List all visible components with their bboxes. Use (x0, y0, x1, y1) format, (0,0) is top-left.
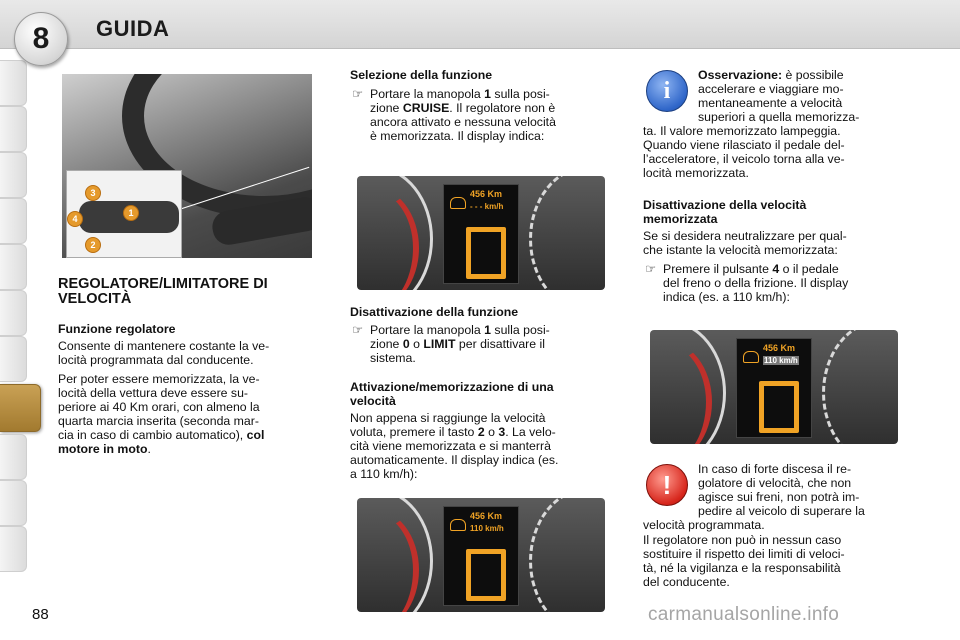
section-heading: memorizzata (643, 212, 718, 226)
text-line: mentaneamente a velocità (698, 96, 843, 110)
odometer-reading: 456 Km (470, 189, 503, 199)
chapter-tab[interactable] (0, 60, 27, 106)
text-span: zione (370, 337, 403, 351)
text-line: ta. Il valore memorizzato lampeggia. (643, 124, 841, 138)
text-line (370, 323, 550, 337)
bold-text: 1 (484, 323, 491, 337)
section-heading: Funzione regolatore (58, 322, 176, 336)
badge-3: 3 (85, 185, 101, 201)
chapter-tab[interactable] (0, 480, 27, 526)
speed-reading-blinking: 110 km/h (764, 356, 798, 365)
chapter-number: 8 (32, 22, 50, 55)
text-span: Portare la manopola (370, 323, 485, 337)
display-screen (443, 184, 519, 284)
text-line: indica (es. a 110 km/h): (663, 290, 790, 304)
bold-text: 0 (402, 337, 410, 351)
text-span: Portare la manopola (370, 87, 485, 101)
text-line: In caso di forte discesa il re- (698, 462, 852, 476)
text-line: del freno o della frizione. Il display (663, 276, 849, 290)
text-line (370, 337, 545, 351)
section-heading: Attivazione/memorizzazione di una (350, 380, 554, 394)
text-line (58, 442, 151, 456)
page-title: GUIDA (96, 16, 170, 41)
bold-text: motore in moto (58, 442, 148, 456)
text-line: locità memorizzata. (643, 166, 749, 180)
bold-text: Osservazione: (698, 68, 783, 82)
bold-text: CRUISE (402, 101, 450, 115)
gear-indicator (466, 549, 506, 601)
speed-reading: - - - km/h (470, 202, 504, 211)
bold-text: 1 (484, 87, 491, 101)
watermark: carmanualsonline.info (648, 604, 840, 625)
cruise-control-icon (450, 197, 466, 209)
text-line: pedire al veicolo di superare la (698, 504, 865, 518)
text-line: a 110 km/h): (350, 467, 418, 481)
text-line: sostituire il rispetto dei limiti di veloci- (643, 547, 845, 561)
main-heading-line: REGOLATORE/LIMITATORE DI (58, 276, 268, 292)
text-span: è possibile (782, 68, 844, 82)
chapter-tab[interactable] (0, 526, 27, 572)
bullet-icon: ☞ (645, 262, 657, 276)
bold-text: 4 (772, 262, 780, 276)
odometer-reading: 456 Km (470, 511, 503, 521)
section-heading: Disattivazione della funzione (350, 305, 519, 319)
page-header (0, 0, 960, 55)
text-span: zione (370, 101, 403, 115)
text-line: velocità programmata. (643, 518, 765, 532)
text-line (663, 262, 839, 276)
text-span: o il pedale (779, 262, 839, 276)
badge-4: 4 (67, 211, 83, 227)
chapter-tab[interactable] (0, 198, 27, 244)
text-line: Consente di mantenere costante la ve- (58, 339, 270, 353)
text-line: Non appena si raggiunge la velocità (350, 411, 546, 425)
text-line (58, 428, 264, 442)
text-line: tà, né la vigilanza e la responsabilità (643, 561, 841, 575)
stalk-detail-inset (66, 170, 182, 258)
bold-text: 2 (477, 425, 485, 439)
text-span: sulla posi- (491, 323, 550, 337)
section-heading: Disattivazione della velocità (643, 198, 807, 212)
text-span: o (484, 425, 499, 439)
text-span: cia in caso di cambio automatico), (58, 428, 247, 442)
text-line (698, 68, 904, 82)
chapter-tab[interactable] (0, 106, 27, 152)
section-heading: velocità (350, 394, 396, 408)
text-line: che istante la velocità memorizzata: (643, 243, 838, 257)
main-heading-line: VELOCITÀ (58, 291, 132, 307)
text-line: cità viene memorizzata e si manterrà (350, 439, 551, 453)
text-span: Premere il pulsante (663, 262, 773, 276)
chapter-tab[interactable] (0, 434, 27, 480)
cruise-control-icon (743, 351, 759, 363)
text-span: sulla posi- (491, 87, 550, 101)
bullet-icon: ☞ (352, 87, 364, 101)
text-span: voluta, premere il tasto (350, 425, 478, 439)
text-line: agisce sui freni, non potrà im- (698, 490, 860, 504)
text-line: golatore di velocità, che non (698, 476, 852, 490)
section-heading: Selezione della funzione (350, 68, 493, 82)
text-line: automaticamente. Il display indica (es. (350, 453, 559, 467)
text-line: Se si desidera neutralizzare per qual- (643, 229, 847, 243)
bullet-icon: ☞ (352, 323, 364, 337)
text-line: Per poter essere memorizzata, la ve- (58, 372, 260, 386)
text-line: locità della vettura deve essere su- (58, 386, 249, 400)
dashboard-display (357, 176, 605, 290)
text-line: superiori a quella memorizza- (698, 110, 860, 124)
bold-text: col (246, 428, 265, 442)
text-span: o (409, 337, 424, 351)
bold-text: 3 (498, 425, 506, 439)
badge-2: 2 (85, 237, 101, 253)
text-line: periore ai 40 Km orari, con almeno la (58, 400, 260, 414)
dashboard-display (357, 498, 605, 612)
text-span: . Il regolatore non è (449, 101, 556, 115)
chapter-tab-active[interactable] (0, 384, 41, 432)
text-span: . (147, 442, 151, 456)
warning-icon: ! (646, 464, 688, 506)
text-line: accelerare e viaggiare mo- (698, 82, 844, 96)
text-line: Quando viene rilasciato il pedale del- (643, 138, 845, 152)
text-line: ancora attivato e nessuna velocità (370, 115, 556, 129)
text-line: è memorizzata. Il display indica: (370, 129, 545, 143)
chapter-tab[interactable] (0, 336, 27, 382)
cruise-control-icon (450, 519, 466, 531)
text-line (370, 87, 550, 101)
text-line: Il regolatore non può in nessun caso (643, 533, 842, 547)
text-line: l’acceleratore, il veicolo torna alla ve- (643, 152, 845, 166)
text-span: . La velo- (505, 425, 556, 439)
chapter-tabs (0, 60, 34, 580)
chapter-tab[interactable] (0, 290, 27, 336)
odometer-reading: 456 Km (763, 343, 796, 353)
text-span: per disattivare il (455, 337, 545, 351)
speed-reading: 110 km/h (470, 524, 504, 533)
info-icon: i (646, 70, 688, 112)
text-line (350, 425, 556, 439)
bold-text: LIMIT (423, 337, 456, 351)
gear-indicator (466, 227, 506, 279)
badge-1: 1 (123, 205, 139, 221)
text-line: locità programmata dal conducente. (58, 353, 254, 367)
chapter-badge (14, 12, 68, 66)
text-line (370, 101, 555, 115)
display-screen (443, 506, 519, 606)
chapter-tab[interactable] (0, 244, 27, 290)
display-screen (736, 338, 812, 438)
gear-indicator (759, 381, 799, 433)
page-number: 88 (32, 606, 49, 623)
chapter-tab[interactable] (0, 152, 27, 198)
text-line: sistema. (370, 351, 416, 365)
text-line: del conducente. (643, 575, 730, 589)
dashboard-display (650, 330, 898, 444)
text-line: quarta marcia inserita (seconda mar- (58, 414, 259, 428)
